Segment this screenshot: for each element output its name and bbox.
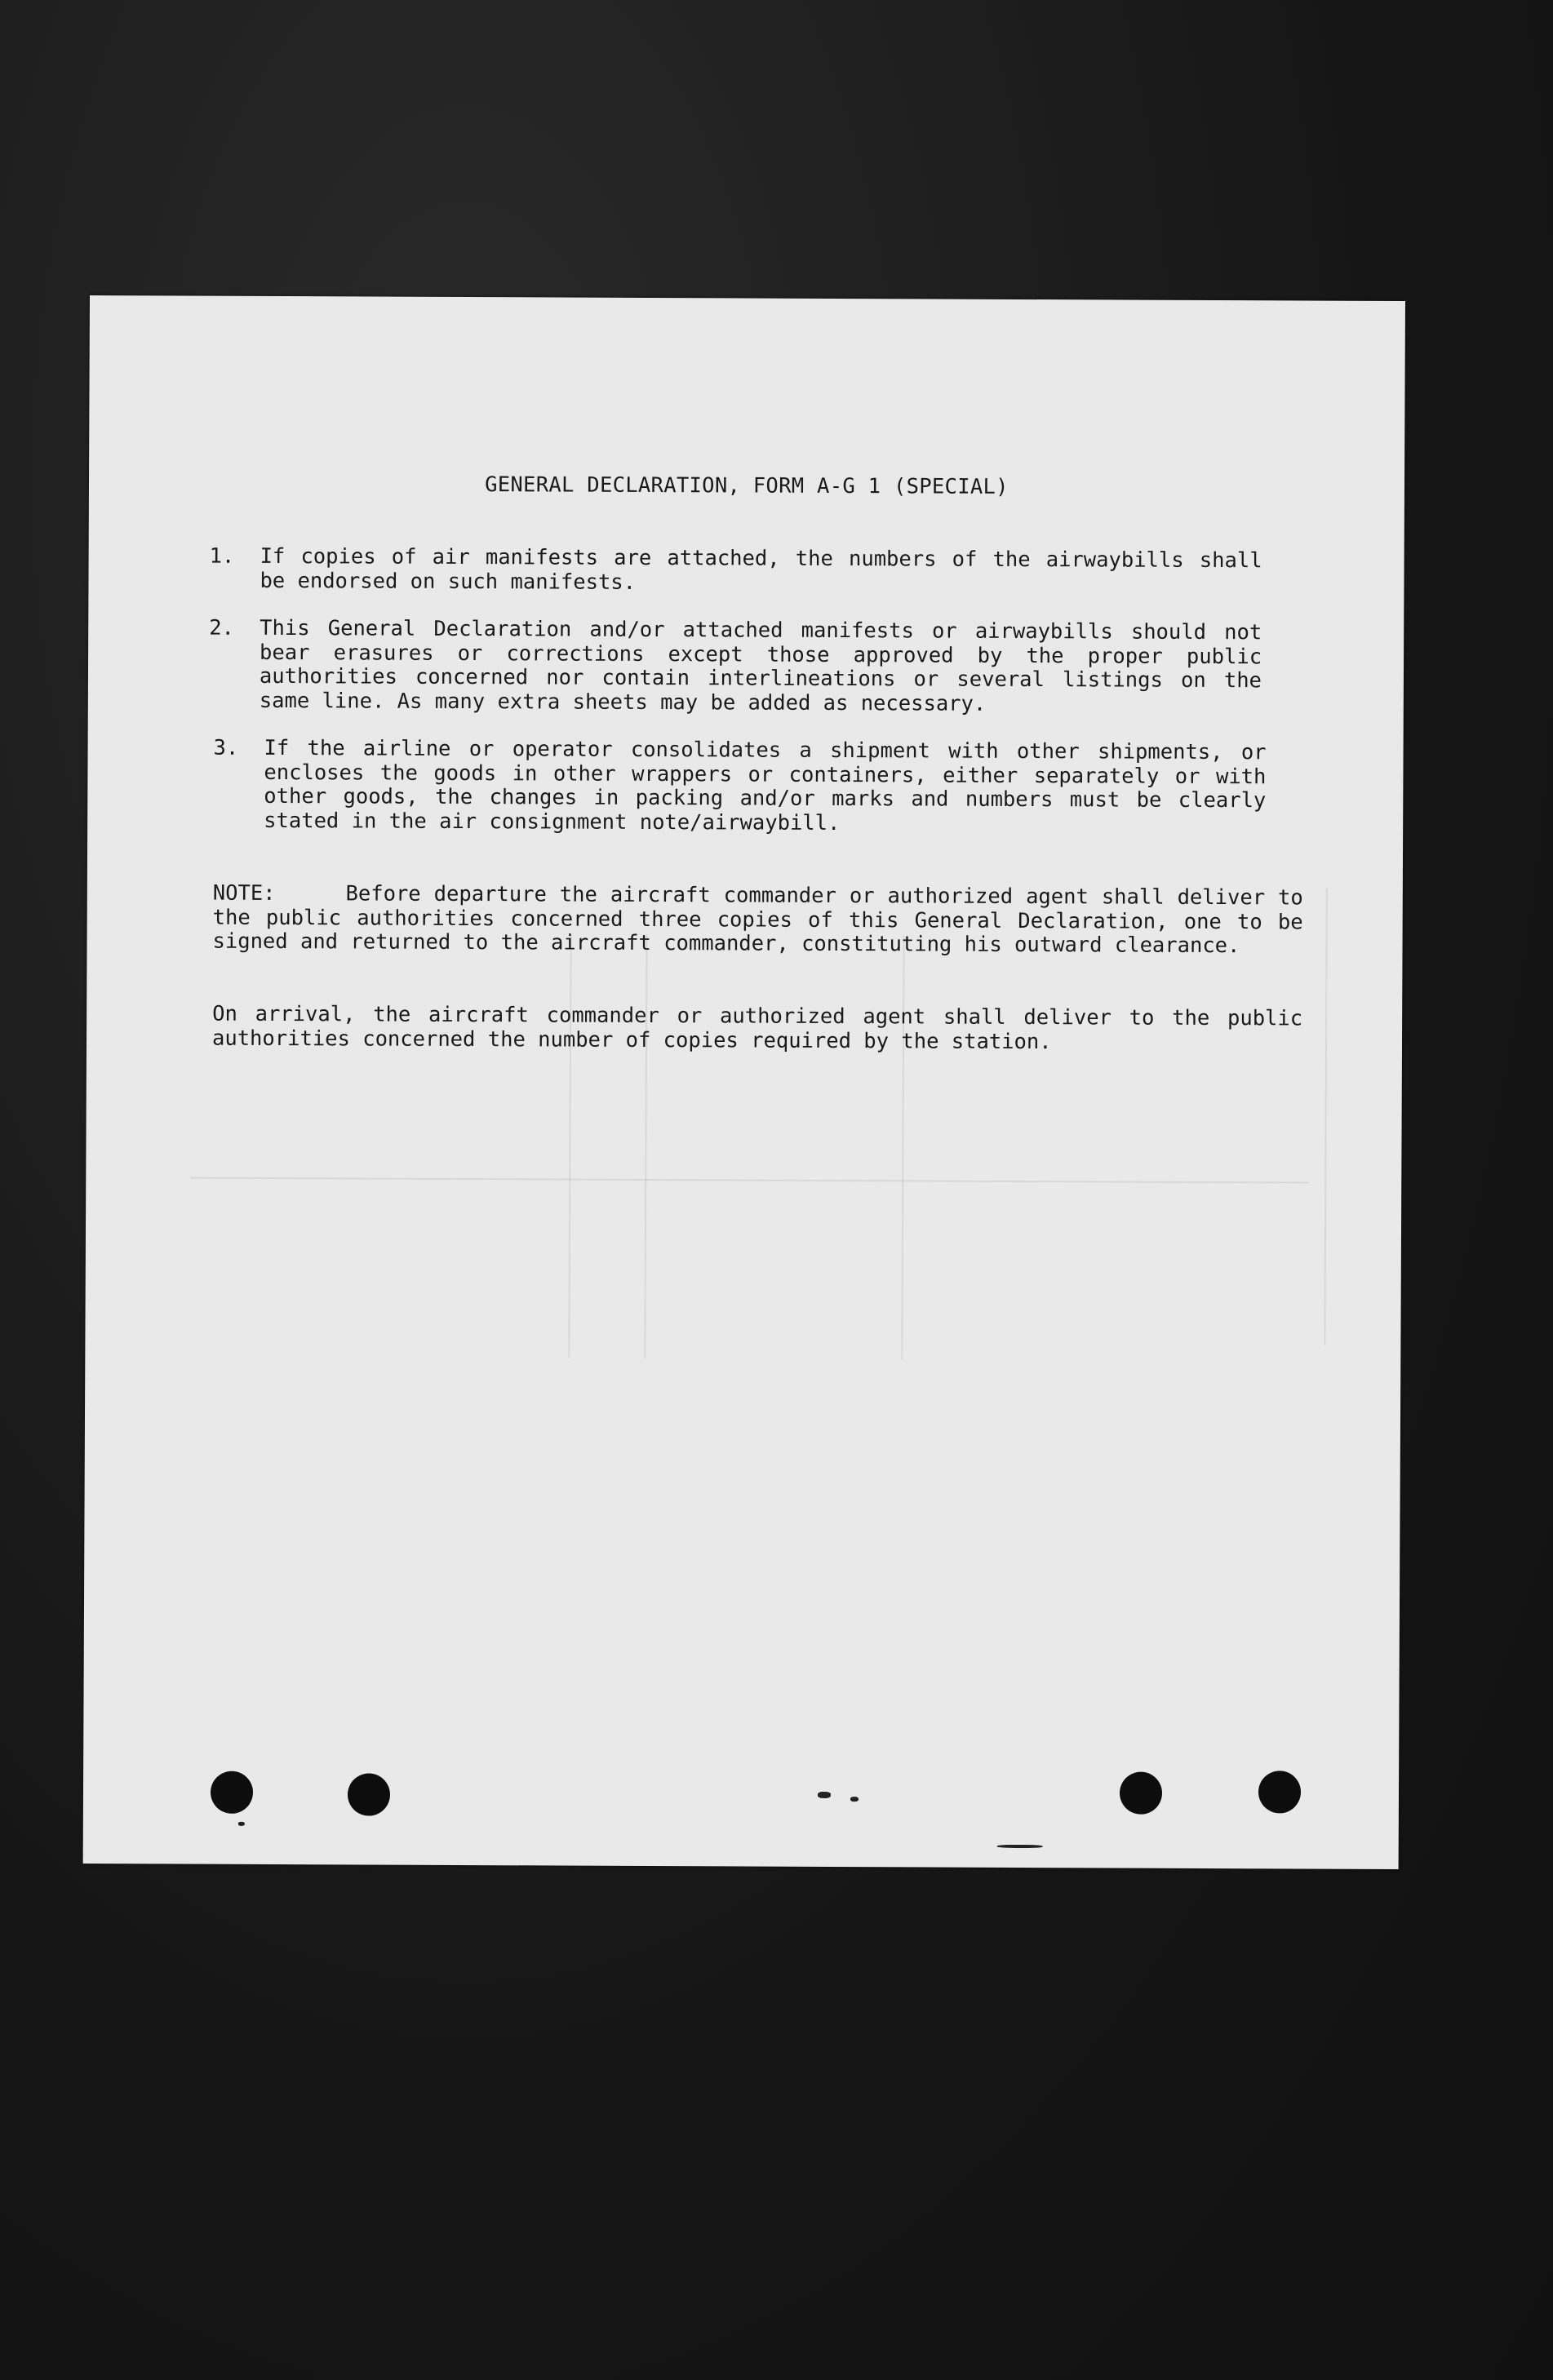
note-text: Before departure the aircraft commander or authorized agent shall deliver to the public authorities concerned three copies of this General Declaration, one to be signed and returned to the aircraft commander, constituting his outward clearance. (212, 881, 1303, 959)
item-text: This General Declaration and/or attached manifests or airwaybills should not bear erasures or corrections except those approved by the proper public authorities concerned nor contain interlineations or several listings on the same line. As many extra sheets may be added as necessary. (259, 615, 1262, 716)
instruction-item-2 (209, 617, 1262, 718)
punch-hole (1120, 1772, 1162, 1815)
document-title: GENERAL DECLARATION, FORM A-G 1 (SPECIAL) (485, 472, 1009, 499)
item-number: 3. (213, 735, 239, 760)
instruction-item-1 (209, 545, 1262, 598)
punch-hole (348, 1773, 390, 1815)
item-number: 1. (209, 543, 235, 569)
item-text: If copies of air manifests are attached, the numbers of the airwaybills shall be endorsed on such manifests. (260, 543, 1262, 595)
ink-speck (238, 1822, 245, 1826)
arrival-paragraph (212, 1003, 1302, 1056)
punch-hole (211, 1771, 253, 1814)
document-content (83, 295, 1405, 1869)
ink-speck (997, 1845, 1043, 1848)
ink-speck (850, 1797, 859, 1802)
instruction-item-3 (213, 737, 1267, 838)
note-paragraph (212, 882, 1302, 959)
punch-hole (1258, 1771, 1301, 1813)
note-label: NOTE: (212, 880, 276, 906)
arrival-text: On arrival, the aircraft commander or authorized agent shall deliver to the public authorities concerned the number of copies required by the station. (211, 1001, 1303, 1054)
document-sheet (83, 295, 1405, 1869)
item-number: 2. (209, 615, 235, 640)
ink-speck (818, 1792, 831, 1798)
item-text: If the airline or operator consolidates a shipment with other shipments, or encloses the goods in other wrappers or containers, either separately or with other goods, the changes in packing and/or marks and numbers must be clearly stated in the air consignment note/airwaybill. (264, 735, 1267, 835)
